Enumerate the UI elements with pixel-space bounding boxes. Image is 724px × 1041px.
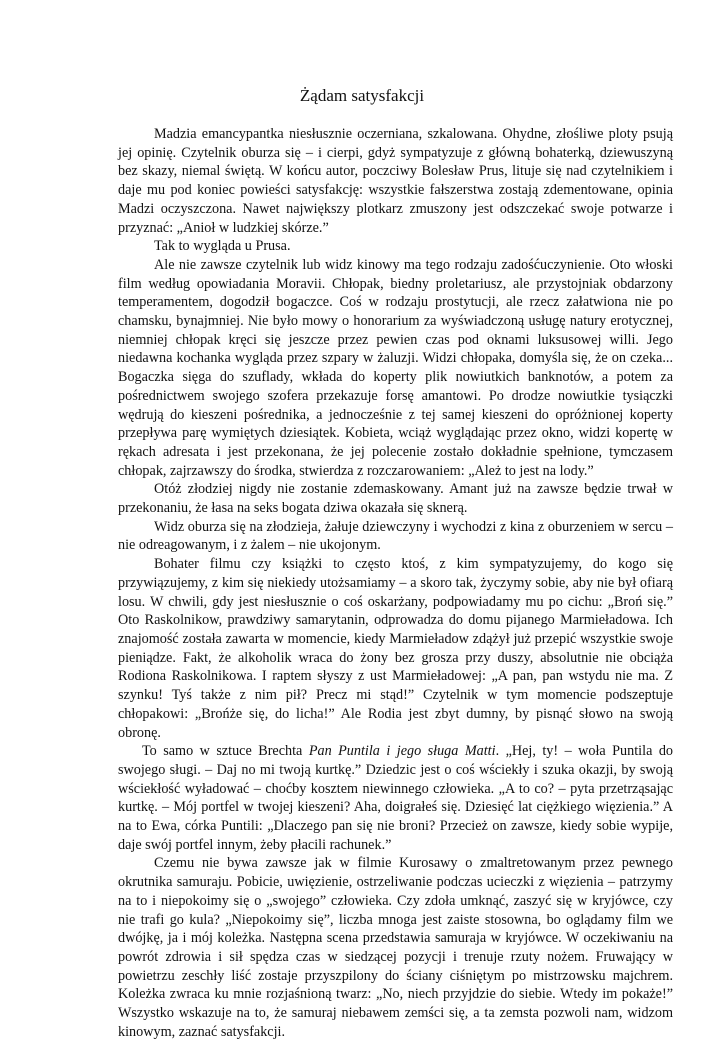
play-title: Pan Puntila i jego sługa Matti <box>308 743 496 760</box>
paragraph-brecht <box>118 742 673 854</box>
document-body <box>118 125 673 1041</box>
paragraph-viewer: Widz oburza się na złodzieja, żałuje dziewczyny i wychodzi z kina z oburzeniem w sercu – nie odreagowanym, i z żalem – nie ukojonym. <box>118 518 673 554</box>
brecht-text-before: To samo w sztuce Brechta <box>142 743 309 760</box>
paragraph-kurosawa: Czemu nie bywa zawsze jak w filmie Kurosawy o zmaltretowanym przez pewnego okrutnika samuraju. Pobicie, uwięzienie, ostrzeliwanie podczas ucieczki z więzienia – patrzymy na to i niepokoimy się o „swojego” człowieka. Czy zdoła umknąć, zaszyć się w kryjówce, czy nie trafi go kula? „Niepokoimy się”, liczba mnoga jest zaiste stosowna, bo oglądamy film we dwójkę, ja i mój koleżka. Następna scena przedstawia samuraja w kryjówce. W oczekiwaniu na powrót zdrowia i sił spędza czas w siedzącej pozycji i trenuje rzuty nożem. Fruwający w powietrzu zeschły liść zostaje przyszpilony do ściany ciśniętym po mistrzowsku majchrem. Koleżka zwraca ku mnie rozjaśnioną twarz: „No, niech przyjdzie do siebie. Wtedy im pokaże!” Wszystko wskazuje na to, że samuraj niebawem zemści się, a ta zemsta pozwoli nam, widzom kinowym, zaznać satysfakcji. <box>118 855 673 1040</box>
paragraph-thief: Otóż złodziej nigdy nie zostanie zdemaskowany. Amant już na zawsze będzie trwał w przekonaniu, że łasa na seks bogata dziwa okazała się sknerą. <box>118 481 673 517</box>
document-title: Żądam satysfakcji <box>299 86 425 105</box>
paragraph-madzia: Madzia emancypantka niesłusznie oczerniana, szkalowana. Ohydne, złośliwe ploty psują jej opinię. Czytelnik oburza się – i cierpi, gdyż sympatyzuje z główną bohaterką, dziewuszyną bez skazy, niemal świętą. W końcu autor, poczciwy Bolesław Prus, lituje się nad czytelnikiem i daje mu pod koniec powieści satysfakcję: wszystkie fałszerstwa zostają zdementowane, opinia Madzi oczyszczona. Nawet największy plotkarz zmuszony jest odszczekać swoje potwarze i przyznać: „Anioł w ludzkiej skórze.” <box>118 126 673 236</box>
paragraph-prus: Tak to wygląda u Prusa. <box>154 238 291 255</box>
paragraph-raskolnikov: Bohater filmu czy książki to często ktoś, z kim sympatyzujemy, do kogo się przywiązujemy, z kim się niekiedy utożsamiamy – a skoro tak, życzymy sobie, aby nie był ofiarą losu. W chwili, gdy jest niesłusznie o coś oskarżany, podpowiadamy mu po cichu: „Broń się.” Oto Raskolnikow, prawdziwy samarytanin, odprowadza do domu pijanego Marmieładowa. Ich znajomość została zawarta w momencie, kiedy Marmieładow zdążył już przepić wszystkie swoje pieniądze. Fakt, że alkoholik wraca do żony bez grosza przy duszy, absolutnie nie obciąża Rodiona Raskolnikowa. I raptem słyszy z ust Marmieładowej: „A pan, pan wstydu nie ma. Z szynku! Tyś także z nim pił? Precz mi stąd!” Czytelnik w tym momencie podszeptuje chłopakowi: „Brońże się, do licha!” Ale Rodia jest zbyt dumny, by pisnąć słowo na swoją obronę. <box>118 556 673 741</box>
brecht-text-after: . „Hej, ty! – woła Puntila do swojego sługi. – Daj no mi twoją kurtkę.” Dziedzic jest o coś wściekły i szuka okazji, by swoją wściekłość wyładować – choćby kosztem niewinnego człowieka. „A to co? – pyta przetrząsając kurtkę. – Mój portfel w twojej kieszeni? Aha, doigrałeś się. Dziesięć lat ciężkiego więzienia.” A na to Ewa, córka Puntili: „Dlaczego pan się nie broni? Przecież on zawsze, kiedy sobie wypije, daje swój portfel innym, żeby płacili rachunek.” <box>118 743 674 853</box>
paragraph-moravia: Ale nie zawsze czytelnik lub widz kinowy ma tego rodzaju zadośćuczynienie. Oto włoski film według opowiadania Moravii. Chłopak, biedny proletariusz, ale przystojniak obdarzony temperamentem, dogodził bogaczce. Coś w rodzaju prostytucji, ale rzecz załatwiona nie po chamsku, bynajmniej. Nie było mowy o honorarium za wyświadczoną usługę natury erotycznej, niemniej chłopak kręci się jeszcze przez pewien czas pod oknami luksusowej willi. Jego niedawna kochanka wygląda przez szpary w żaluzji. Widzi chłopaka, domyśla się, że on czeka... Bogaczka sięga do szuflady, wkłada do koperty plik nowiutkich banknotów, a potem za pośrednictwem swojego szofera przekazuje forsę amantowi. Po drodze nowiutkie tysiączki wędrują do kieszeni pośrednika, a jednocześnie z tej samej kieszeni do opróżnionej koperty przepływa parę wymiętych dziesiątek. Kobieta, wciąż wyglądając przez okno, widzi kopertę w rękach adresata i jest przekonana, że jej polecenie zostało dokładnie spełnione, tymczasem chłopak, zajrzawszy do środka, stwierdza z rozczarowaniem: „Ależ to jest na lody.” <box>118 256 673 479</box>
